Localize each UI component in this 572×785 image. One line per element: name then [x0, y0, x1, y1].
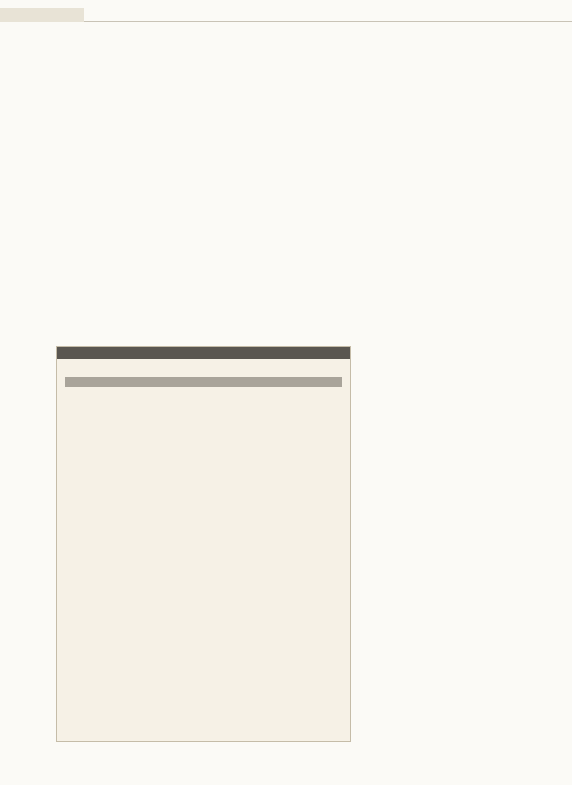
- section-tag: [0, 8, 84, 22]
- delikte-table: [56, 346, 351, 742]
- text-column-2: [217, 67, 349, 73]
- header-rule: [84, 21, 572, 22]
- table-header-row: [65, 377, 342, 387]
- table-tag-bar: [57, 347, 350, 359]
